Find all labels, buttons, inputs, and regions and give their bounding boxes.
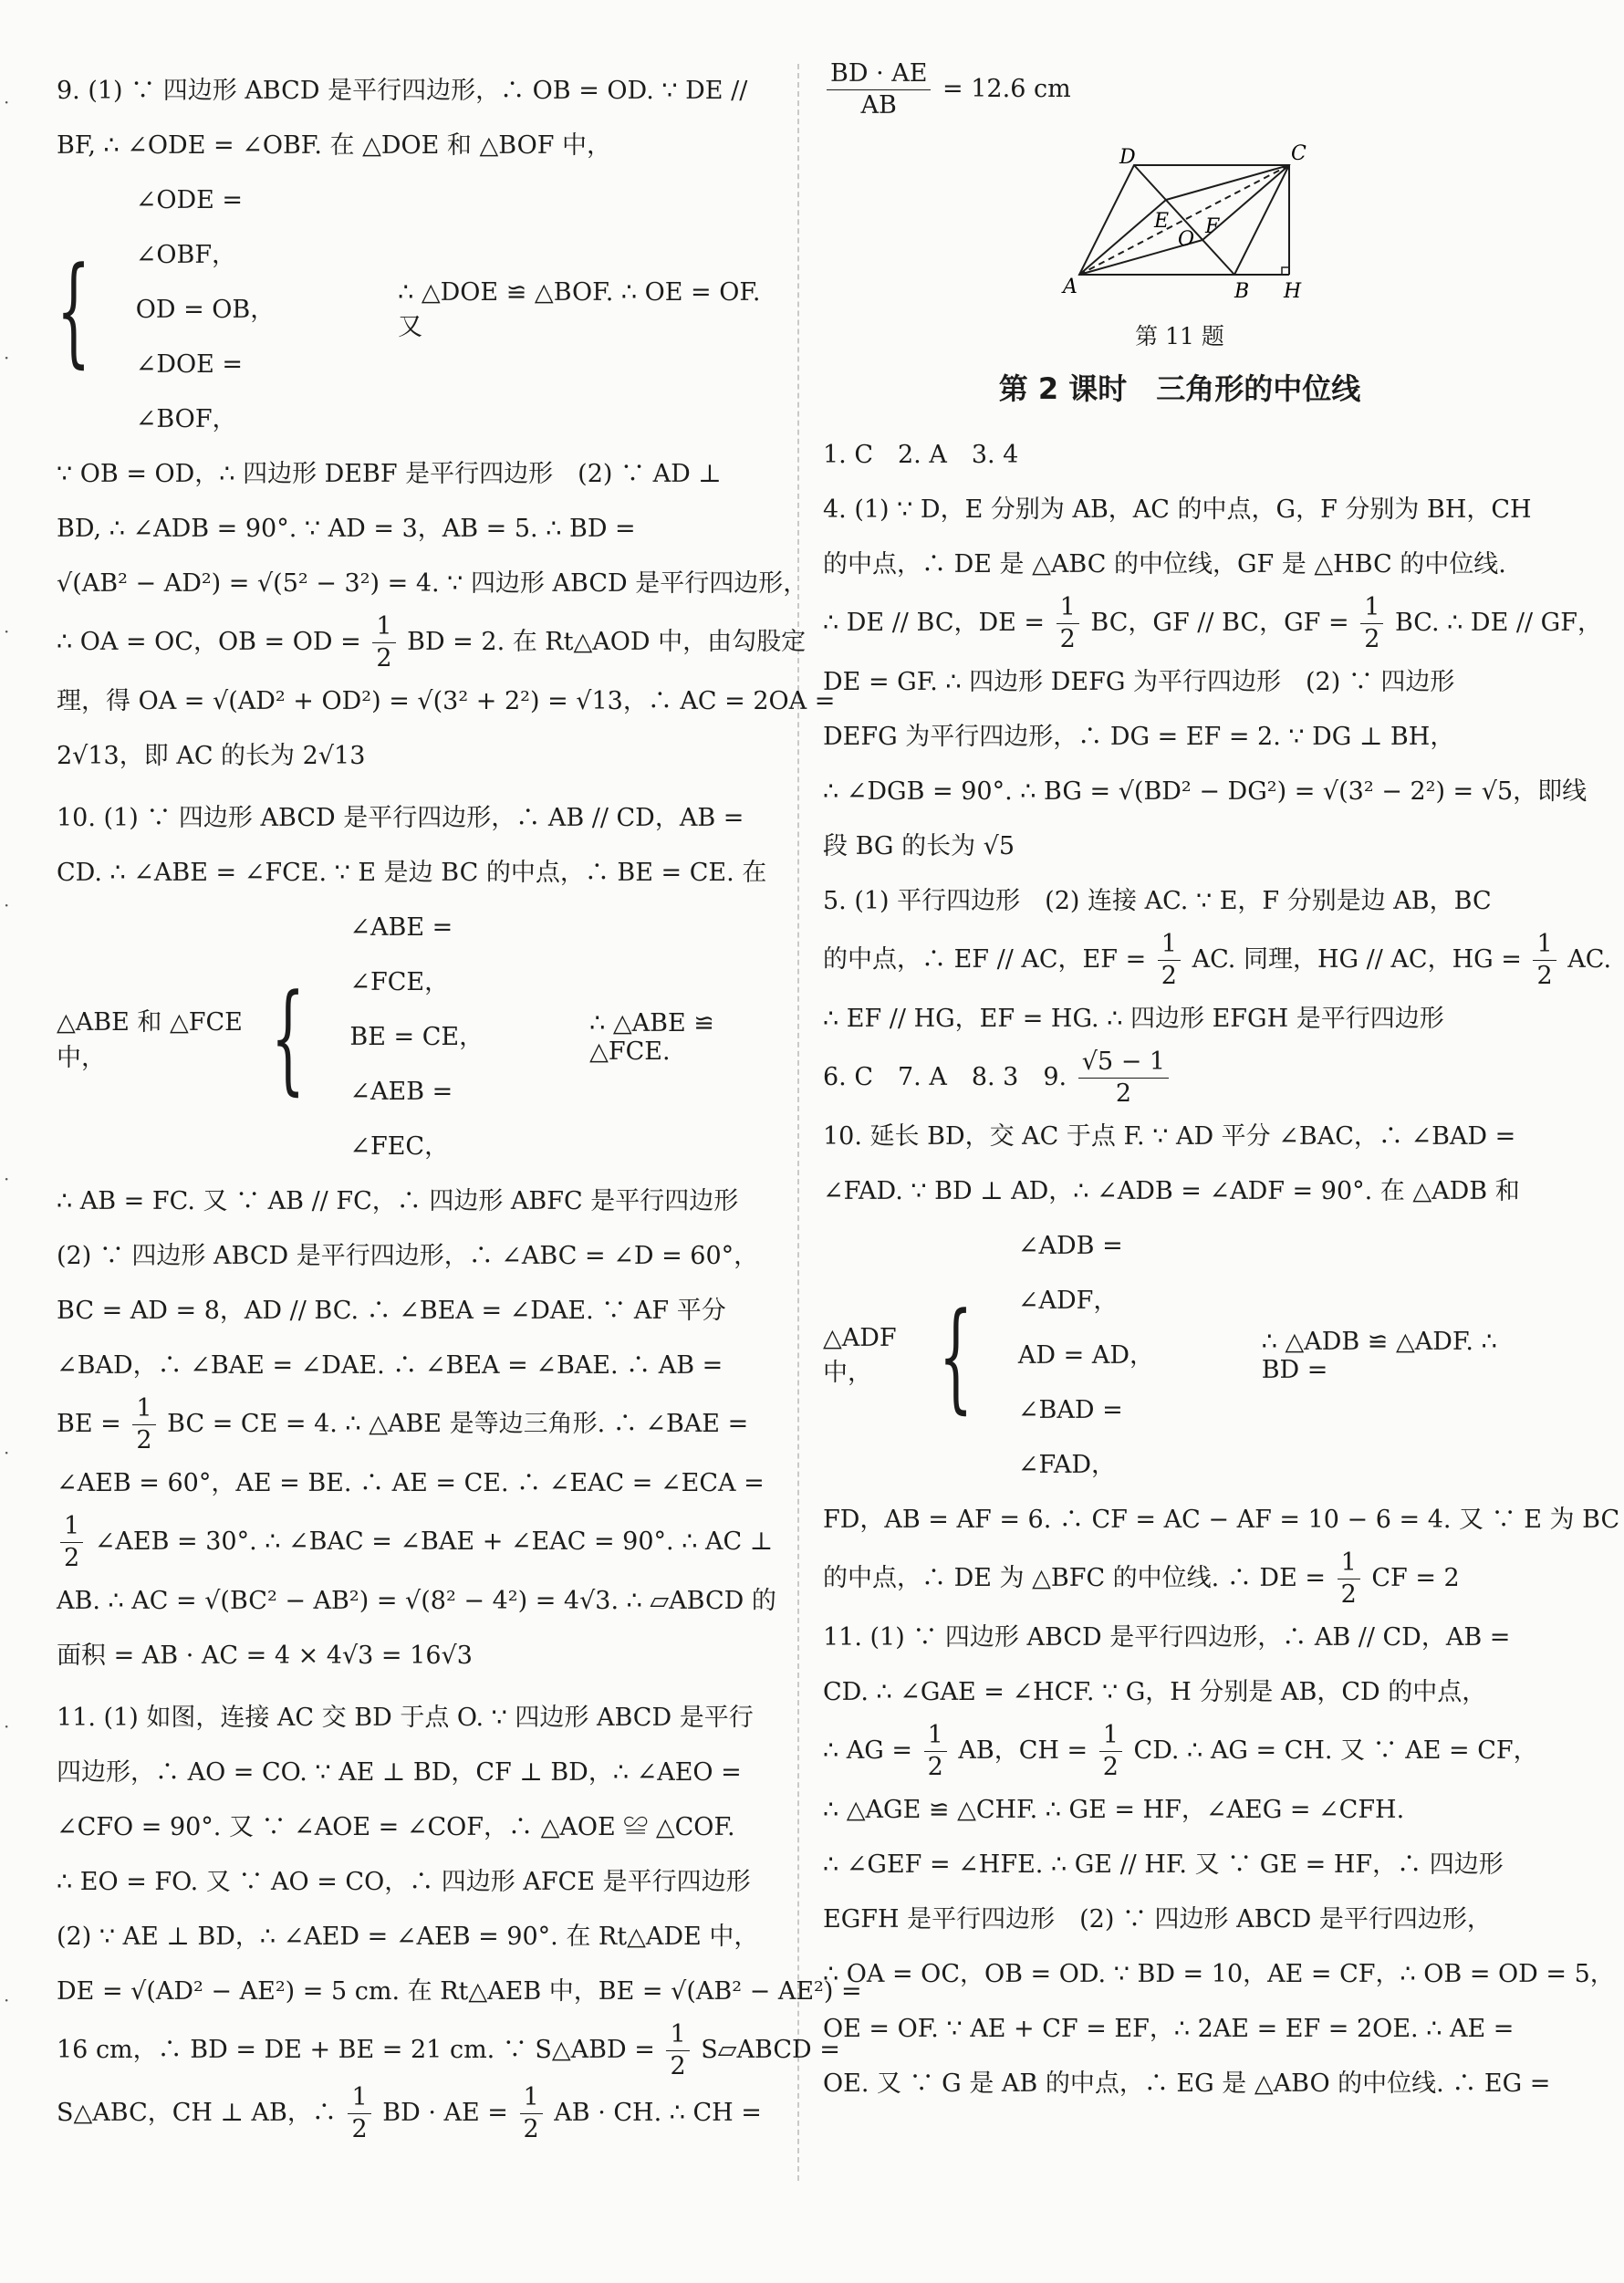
binding-mark: · [4,1168,10,1190]
text-line: BF, ∴ ∠ODE = ∠OBF. 在 △DOE 和 △BOF 中， [57,131,612,160]
text-line: EGFH 是平行四边形 (2) ∵ 四边形 ABCD 是平行四边形， [823,1905,1492,1934]
fraction-half: $\frac{1}{2}$ [520,2082,543,2145]
text-line: ∠AEB = 60°，AE = BE. ∴ AE = CE. ∴ ∠EAC = ∠ECA = [57,1469,765,1497]
text-line: 2√13，即 AC 的长为 2√13 [57,742,366,770]
text-line: 的中点，∴ EF // AC，EF = $\frac{1}{2}$ AC. 同理，HG // AC，HG = $\frac{1}{2}$ AC. [823,930,1612,990]
text-line: 四边形，∴ AO = CO. ∵ AE ⊥ BD，CF ⊥ BD，∴ ∠AEO = [57,1758,742,1787]
answer-q11-right [823,1611,1615,2111]
fraction-half: $\frac{1}{2}$ [348,2082,370,2145]
text-line: (2) ∵ 四边形 ABCD 是平行四边形，∴ ∠ABC = ∠D = 60°， [57,1242,759,1270]
system-row: ∠BAD = ∠FAD， [1017,1396,1123,1479]
answer-q9 [57,64,836,784]
text-line: 9. (1) ∵ 四边形 ABCD 是平行四边形，∴ OB = OD. ∵ DE // [57,77,748,105]
segment-ae [1079,200,1166,275]
text-line: 的中点，∴ DE 为 △BFC 的中位线. ∴ DE = $\frac{1}{2}$ CF = 2 [823,1548,1460,1609]
segment-ec [1166,165,1289,200]
system-row: BE = CE， [349,1023,484,1051]
text-line: 16 cm，∴ BD = DE + BE = 21 cm. ∵ S△ABD = $\frac{1}{2}$ S▱ABCD = [57,2020,840,2080]
text-line: 10. (1) ∵ 四边形 ABCD 是平行四边形，∴ AB // CD，AB = [57,804,744,832]
text-line: OE = OF. ∵ AE + CF = EF，∴ 2AE = EF = 2OE. ∴ AE = [823,2015,1515,2043]
text-line: ∴ OA = OC，OB = OD. ∵ BD = 10，AE = CF，∴ OB = OD = 5， [823,1960,1615,1988]
system-row: ∠ABE = ∠FCE， [349,913,453,996]
fraction-half: $\frac{1}{2}$ [60,1511,83,1574]
text-line: ∴ ∠DGB = 90°. ∴ BG = √(BD² − DG²) = √(3² − 2²) = √5，即线 [823,777,1588,806]
text-line: 面积 = AB · AC = 4 × 4√3 = 16√3 [57,1642,473,1670]
text-line: DE = GF. ∴ 四边形 DEFG 为平行四边形 (2) ∵ 四边形 [823,668,1455,696]
answer-q10-right [823,1110,1620,1611]
text-line: ∴ AG = $\frac{1}{2}$ AB，CH = $\frac{1}{2}$ CD. ∴ AG = CH. 又 ∵ AE = CF， [823,1721,1538,1781]
diagonal-bd [1134,165,1234,275]
text-line: ∴ OA = OC，OB = OD = $\frac{1}{2}$ BD = 2. 在 Rt△AOD 中，由勾股定 [57,612,807,672]
system-row: ∠ADB = ∠ADF， [1017,1232,1123,1315]
text-line: ∴ EO = FO. 又 ∵ AO = CO，∴ 四边形 AFCE 是平行四边形 [57,1868,751,1896]
text-line: ∴ ∠GEF = ∠HFE. ∴ GE // HF. 又 ∵ GE = HF，∴ 四边形 [823,1850,1504,1879]
system-conclusion: ∴ △ADB ≌ △ADF. ∴ BD = [1261,1328,1497,1384]
text-line: DE = √(AD² − AE²) = 5 cm. 在 Rt△AEB 中，BE = √(AB² − AE²) = [57,1977,862,2006]
fraction-half: $\frac{1}{2}$ [1057,592,1079,655]
system-row: ∠ODE = ∠OBF， [135,186,244,269]
answer-q4 [823,483,1602,874]
equation-system [57,173,777,447]
binding-mark: · [4,620,10,642]
system-lead: △ABE 和 △FCE 中， [57,1008,243,1072]
label-c: C [1291,142,1306,165]
right-column [823,59,1620,2111]
text-line: ∴ AB = FC. 又 ∵ AB // FC，∴ 四边形 ABFC 是平行四边形 [57,1187,739,1215]
text-line: CD. ∴ ∠ABE = ∠FCE. ∵ E 是边 BC 的中点，∴ BE = CE. 在 [57,859,767,887]
text-line: ∴ △AGE ≌ △CHF. ∴ GE = HF，∠AEG = ∠CFH. [823,1796,1405,1824]
text-line: CD. ∴ ∠GAE = ∠HCF. ∵ G，H 分别是 AB，CD 的中点， [823,1678,1487,1706]
text-line: 10. 延长 BD，交 AC 于点 F. ∵ AD 平分 ∠BAC，∴ ∠BAD = [823,1122,1516,1151]
text-line: BD, ∴ ∠ADB = 90°. ∵ AD = 3，AB = 5. ∴ BD = [57,515,636,543]
fraction-half: $\frac{1}{2}$ [924,1720,947,1783]
fraction-half: $\frac{1}{2}$ [372,611,395,674]
text-line: ∴ DE // BC，DE = $\frac{1}{2}$ BC，GF // BC，GF = $\frac{1}{2}$ BC. ∴ DE // GF， [823,593,1602,653]
text-line: 的中点，∴ DE 是 △ABC 的中位线，GF 是 △HBC 的中位线. [823,550,1506,579]
text-line: √(AB² − AD²) = √(5² − 3²) = 4. ∵ 四边形 ABCD 是平行四边形， [57,569,808,598]
fraction-half: $\frac{1}{2}$ [1158,929,1181,992]
binding-mark: · [4,1442,10,1464]
system-row: ∠DOE = ∠BOF， [135,350,244,433]
fraction-half: $\frac{1}{2}$ [132,1393,155,1456]
fraction-half: $\frac{1}{2}$ [1533,929,1556,992]
text-line: BC = AD = 8，AD // BC. ∴ ∠BEA = ∠DAE. ∵ AF 平分 [57,1297,726,1325]
text-line: DEFG 为平行四边形，∴ DG = EF = 2. ∵ DG ⊥ BH， [823,723,1455,751]
text-line: 理，得 OA = √(AD² + OD²) = √(3² + 2²) = √13，∴ AC = 2OA = [57,687,836,715]
system-conclusion: ∴ △DOE ≌ △BOF. ∴ OE = OF. 又 [398,278,761,341]
system-conclusion: ∴ △ABE ≌ △FCE. [589,1009,714,1066]
choice-answers: 6. C 7. A 8. 3 9. $\frac{√5 - 1}{2}$ [823,1047,1536,1110]
section-title: 第 2 课时 三角形的中位线 [998,371,1361,406]
binding-mark: · [4,1989,10,2011]
choice-answers: 1. C 2. A 3. 4 [823,441,1019,469]
text-line: ∵ OB = OD，∴ 四边形 DEBF 是平行四边形 (2) ∵ AD ⊥ [57,460,722,488]
equation-system [823,1219,1536,1493]
text-line: $\frac{1}{2}$ ∠AEB = 30°. ∴ ∠BAC = ∠BAE + ∠EAC = 90°. ∴ AC ⊥ [57,1511,777,1574]
text-line: OE. 又 ∵ G 是 AB 的中点，∴ EG 是 △ABO 的中位线. ∴ EG = [823,2069,1551,2098]
right-angle-mark [1282,267,1289,275]
system-row: OD = OB， [135,296,276,324]
fraction: $\frac{√5 - 1}{2}$ [1078,1047,1169,1110]
text-line: BE = $\frac{1}{2}$ BC = CE = 4. ∴ △ABE 是等边三角形. ∴ ∠BAE = [57,1394,749,1454]
brace-icon: { [57,241,91,380]
text-line: ∠BAD，∴ ∠BAE = ∠DAE. ∴ ∠BEA = ∠BAE. ∴ AB = [57,1351,724,1380]
text-line: S△ABC，CH ⊥ AB，∴ $\frac{1}{2}$ BD · AE = $\frac{1}{2}$ AB · CH. ∴ CH = [57,2083,762,2143]
binding-mark: · [4,1715,10,1737]
q11-continuation: $\frac{BD \cdot AE}{AB}$ = 12.6 cm [823,58,1536,121]
label-a: A [1063,276,1077,298]
text-line: FD，AB = AF = 6. ∴ CF = AC − AF = 10 − 6 = 4. 又 ∵ E 为 BC [823,1506,1620,1534]
text-line: ∠CFO = 90°. 又 ∵ ∠AOE = ∠COF，∴ △AOE ≌ △COF. [57,1813,735,1841]
binding-mark: · [4,894,10,916]
binding-mark: · [4,347,10,369]
parallelogram-diagram [1043,138,1317,311]
label-f: F [1205,215,1220,238]
system-lead: △ADF 中， [823,1324,897,1387]
label-d: D [1119,146,1136,169]
fraction-half: $\frac{1}{2}$ [1099,1720,1122,1783]
fraction-half: $\frac{1}{2}$ [1338,1548,1360,1611]
label-h: H [1284,280,1302,303]
text-line: 4. (1) ∵ D，E 分别为 AB，AC 的中点，G，F 分别为 BH，CH [823,495,1532,524]
label-b: B [1234,280,1250,303]
column-divider [797,64,799,2181]
system-row: AD = AD， [1017,1341,1154,1370]
text-line: 段 BG 的长为 √5 [823,832,1015,860]
text-line: 11. (1) ∵ 四边形 ABCD 是平行四边形，∴ AB // CD，AB = [823,1623,1511,1652]
fraction-half: $\frac{1}{2}$ [1360,592,1383,655]
label-o: O [1178,228,1195,251]
system-row: ∠AEB = ∠FEC， [349,1078,453,1161]
equation-system [57,901,777,1174]
figure-caption: 第 11 题 [1135,323,1224,349]
binding-mark: · [4,91,10,113]
fraction-half: $\frac{1}{2}$ [666,2019,689,2082]
text-line: 11. (1) 如图，连接 AC 交 BD 于点 O. ∵ 四边形 ABCD 是平行 [57,1704,754,1732]
brace-icon: { [270,968,305,1107]
text-line: (2) ∵ AE ⊥ BD，∴ ∠AED = ∠AEB = 90°. 在 Rt△ADE 中， [57,1923,759,1951]
label-e: E [1154,210,1170,233]
answer-q10 [57,791,777,1684]
fraction: $\frac{BD \cdot AE}{AB}$ [827,58,931,121]
text-line: ∠FAD. ∵ BD ⊥ AD，∴ ∠ADB = ∠ADF = 90°. 在 △ADB 和 [823,1177,1520,1205]
answer-q5 [823,874,1612,1047]
figure-q11 [823,138,1536,351]
text-line: AB. ∴ AC = √(BC² − AB²) = √(8² − 4²) = 4√3. ∴ ▱ABCD 的 [57,1587,776,1615]
text-line: ∴ EF // HG，EF = HG. ∴ 四边形 EFGH 是平行四边形 [823,1005,1444,1033]
answer-q11 [57,1691,862,2145]
text-line: 5. (1) 平行四边形 (2) 连接 AC. ∵ E，F 分别是边 AB，BC [823,887,1492,915]
brace-icon: { [939,1287,973,1425]
